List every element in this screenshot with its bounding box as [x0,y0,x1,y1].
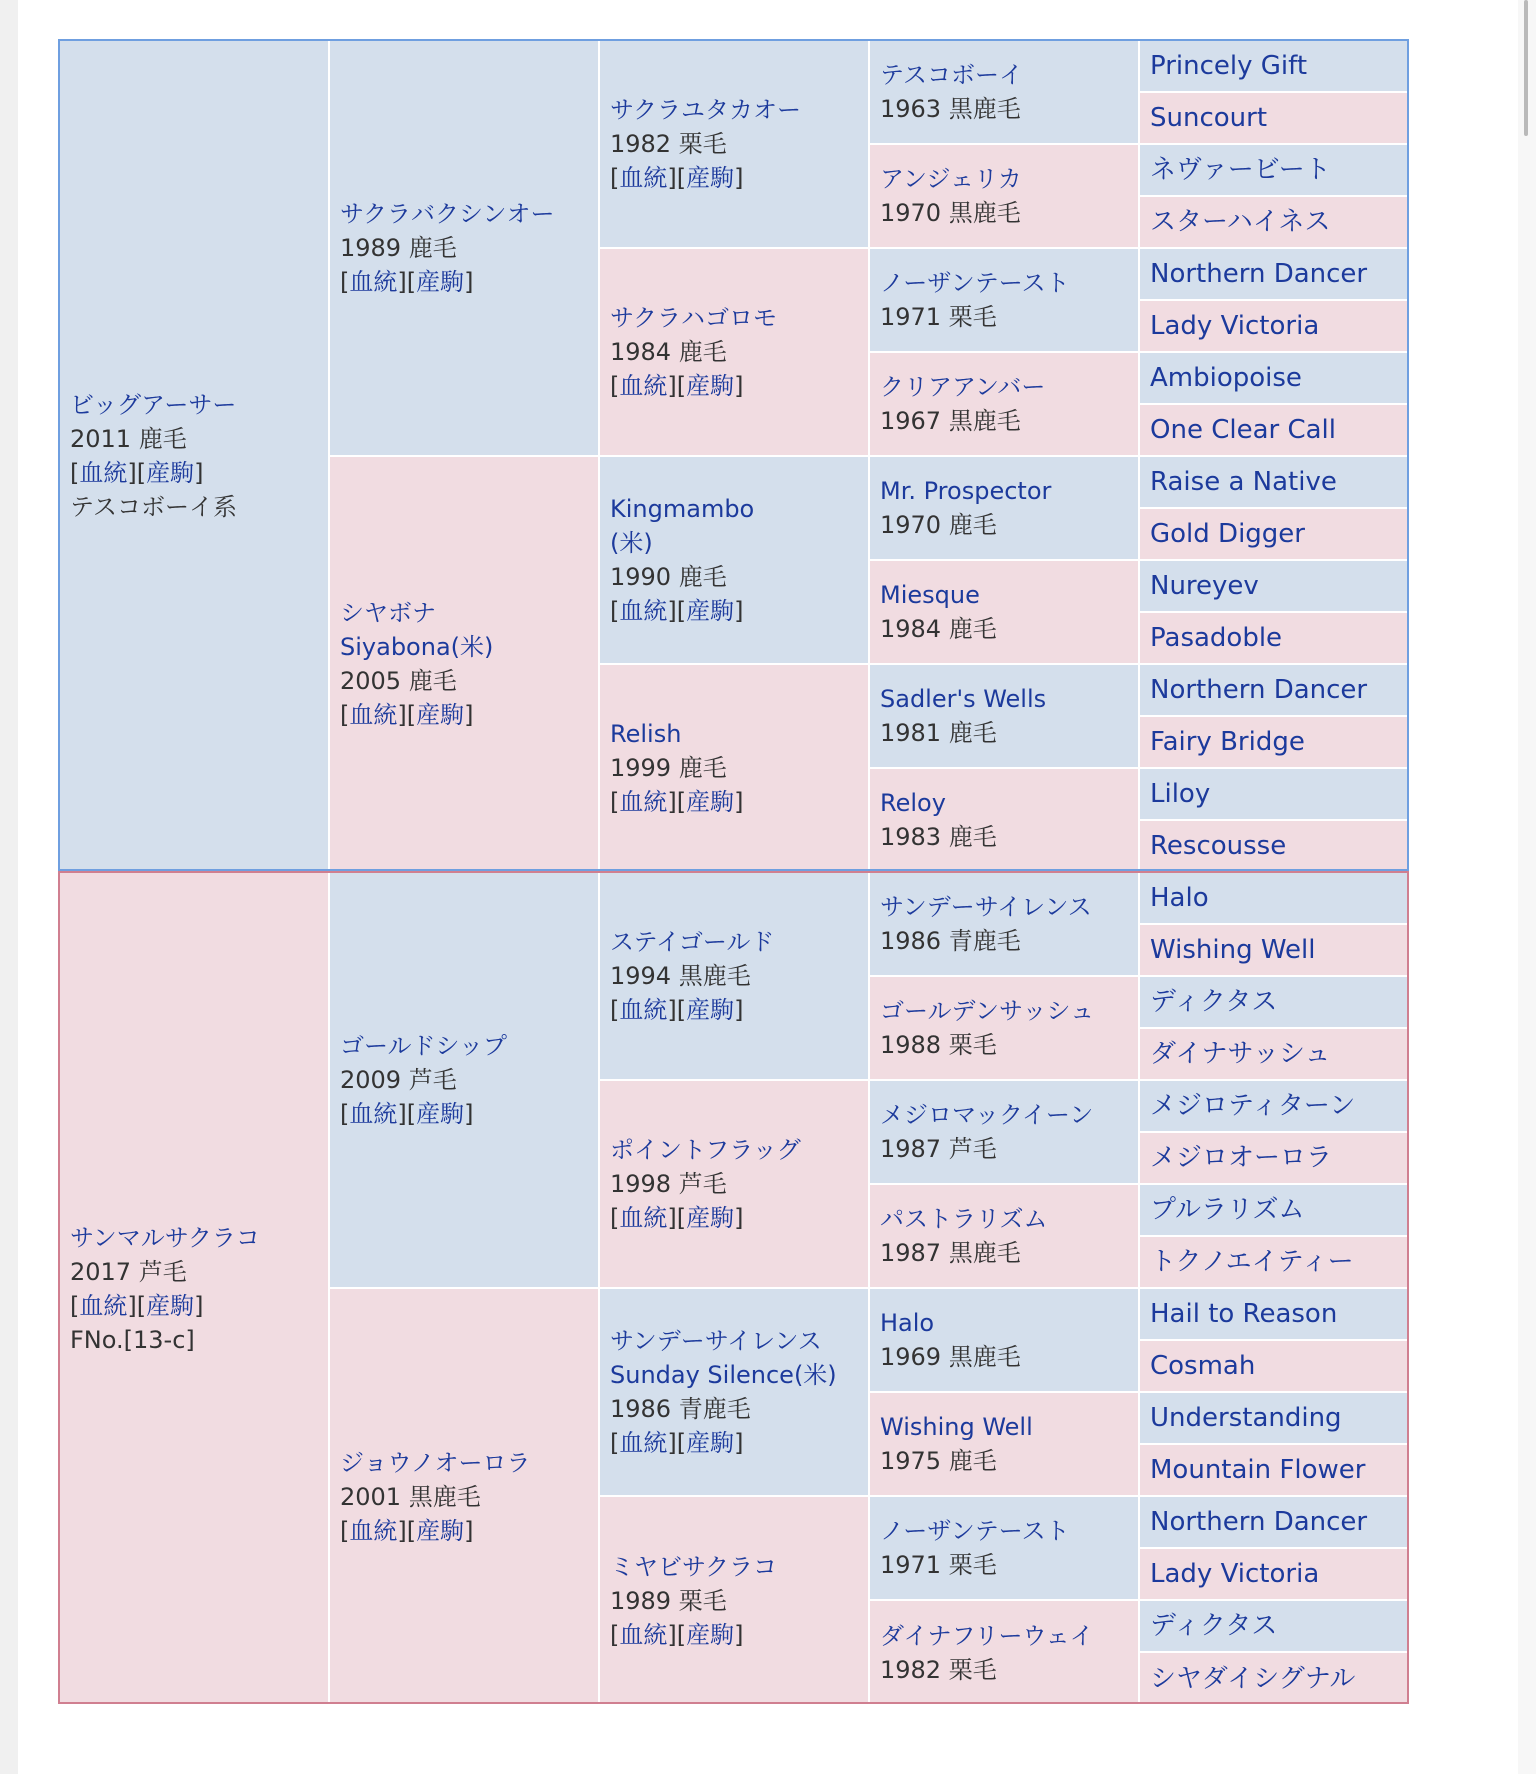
birth-year-coat: 1986 青鹿毛 [880,927,1021,955]
horse-cell-gen5 [1139,92,1410,144]
horse-links: [血統][産駒] [610,788,744,816]
birth-year-coat: 2001 黒鹿毛 [340,1482,481,1511]
offspring-link[interactable]: 産駒 [416,268,465,296]
horse-name-link[interactable]: Halo [1150,883,1209,913]
horse-cell-gen5 [1139,1288,1410,1340]
birth-year-coat: 1981 鹿毛 [880,719,997,747]
birth-year-coat: 1983 鹿毛 [880,823,997,851]
horse-cell-gen5 [1139,352,1410,404]
horse-cell-gen1 [59,872,329,1705]
horse-name-link[interactable]: サクラユタカオー [610,96,802,124]
horse-name-link[interactable]: Kingmambo [610,495,755,523]
birth-year-coat: 1986 青鹿毛 [610,1395,751,1423]
horse-cell-gen3 [599,248,869,456]
horse-cell-gen4 [869,560,1139,664]
horse-name-link[interactable]: ディクタス [1150,1611,1278,1641]
horse-name-link[interactable]: Northern Dancer [1150,675,1368,705]
horse-cell-gen5 [1139,924,1410,976]
horse-cell-gen5 [1139,716,1410,768]
horse-name-link[interactable]: ステイゴールド [610,928,775,956]
horse-cell-gen4 [869,1392,1139,1496]
horse-name-link[interactable]: ノーザンテースト [880,1517,1070,1545]
horse-cell-gen5 [1139,560,1410,612]
horse-name-link[interactable]: Lady Victoria [1150,311,1320,341]
horse-name-link[interactable]: Gold Digger [1150,519,1305,549]
horse-name-link[interactable]: ビッグアーサー [70,391,237,419]
birth-year-coat: 1987 黒鹿毛 [880,1239,1021,1267]
horse-name-link[interactable]: メジロティターン [1150,1091,1356,1121]
horse-cell-gen4 [869,1496,1139,1600]
horse-cell-gen5 [1139,40,1410,92]
horse-name-link[interactable]: Mountain Flower [1150,1455,1366,1485]
horse-name-link[interactable]: Halo [880,1309,935,1337]
pedigree-link[interactable]: 血統 [619,996,668,1024]
horse-cell-gen3 [599,456,869,664]
horse-name-link[interactable]: シヤダイシグナル [1150,1663,1356,1694]
horse-cell-gen5 [1139,1548,1410,1600]
horse-name-link[interactable]: テスコボーイ [880,61,1024,89]
horse-links: [血統][産駒] [610,1204,744,1232]
birth-year-coat: 1987 芦毛 [880,1135,997,1163]
horse-cell-gen5 [1139,1600,1410,1652]
horse-name-link[interactable]: ダイナサッシュ [1150,1039,1331,1069]
horse-cell-gen5 [1139,1392,1410,1444]
horse-cell-gen4 [869,1288,1139,1392]
horse-cell-gen5 [1139,404,1410,456]
horse-name-link[interactable]: サンデーサイレンス [610,1327,822,1355]
horse-cell-gen5 [1139,976,1410,1028]
birth-year-coat: 1982 栗毛 [880,1655,997,1684]
offspring-link[interactable]: 産駒 [146,1291,195,1320]
horse-cell-gen4 [869,248,1139,352]
horse-cell-gen4 [869,456,1139,560]
birth-year-coat: 1984 鹿毛 [880,615,997,643]
horse-alt-name-link[interactable]: (米) [610,529,653,557]
pedigree-link[interactable]: 血統 [619,1429,668,1457]
birth-year-coat: 1971 栗毛 [880,303,997,331]
pedigree-link[interactable]: 血統 [619,372,668,400]
birth-year-coat: 1989 栗毛 [610,1586,727,1615]
birth-year-coat: 2011 鹿毛 [70,425,187,453]
pedigree-row [59,40,1410,92]
horse-name-link[interactable]: Wishing Well [1150,935,1316,965]
horse-name-link[interactable]: ネヴァービート [1150,155,1331,185]
birth-year-coat: 1975 鹿毛 [880,1447,997,1475]
offspring-link[interactable]: 産駒 [686,597,735,625]
horse-name-link[interactable]: Princely Gift [1150,51,1308,81]
horse-name-link[interactable]: ゴールデンサッシュ [880,997,1095,1025]
birth-year-coat: 1998 芦毛 [610,1170,727,1198]
birth-year-coat: 1969 黒鹿毛 [880,1343,1021,1371]
birth-year-coat: 2005 鹿毛 [340,667,457,695]
horse-name-link[interactable]: Hail to Reason [1150,1299,1338,1329]
pedigree-table [58,39,1411,1706]
offspring-link[interactable]: 産駒 [416,701,465,729]
horse-cell-gen5 [1139,664,1410,716]
horse-cell-gen3 [599,872,869,1080]
horse-links: [血統][産駒] [610,996,744,1024]
offspring-link[interactable]: 産駒 [686,1620,735,1649]
horse-cell-gen3 [599,1080,869,1288]
horse-cell-gen5 [1139,196,1410,248]
horse-name-link[interactable]: ミヤビサクラコ [610,1552,778,1581]
horse-name-link[interactable]: サクラバクシンオー [340,200,555,228]
pedigree-link[interactable]: 血統 [349,701,398,729]
offspring-link[interactable]: 産駒 [686,1204,735,1232]
birth-year-coat: 1971 栗毛 [880,1551,997,1579]
horse-links: [血統][産駒] [340,1100,474,1128]
horse-name-link[interactable]: Relish [610,720,682,748]
horse-cell-gen5 [1139,612,1410,664]
horse-cell-gen4 [869,144,1139,248]
horse-name-link[interactable]: Miesque [880,581,980,609]
horse-links: [血統][産駒] [610,1429,744,1457]
horse-name-link[interactable]: ディクタス [1150,987,1278,1017]
horse-name-link[interactable]: アンジェリカ [880,165,1022,193]
horse-name-link[interactable]: サンマルサクラコ [70,1223,260,1252]
horse-cell-gen3 [599,40,869,248]
offspring-link[interactable]: 産駒 [416,1516,465,1545]
horse-cell-gen5 [1139,1132,1410,1184]
horse-cell-gen5 [1139,248,1410,300]
horse-links: [血統][産駒] [610,164,744,192]
family-number: FNo.[13-c] [70,1325,195,1354]
horse-cell-gen5 [1139,1444,1410,1496]
horse-name-link[interactable]: ダイナフリーウェイ [880,1621,1094,1650]
horse-name-link[interactable]: トクノエイティー [1150,1247,1354,1277]
horse-cell-gen4 [869,1184,1139,1288]
birth-year-coat: 1967 黒鹿毛 [880,407,1021,435]
horse-cell-gen5 [1139,1236,1410,1288]
horse-cell-gen5 [1139,872,1410,924]
horse-name-link[interactable]: Rescousse [1150,831,1287,861]
horse-name-link[interactable]: Ambiopoise [1150,363,1302,393]
horse-links: [血統][産駒] [340,1516,474,1545]
pedigree-link[interactable]: 血統 [79,1291,128,1320]
horse-name-link[interactable]: ポイントフラッグ [610,1136,801,1164]
offspring-link[interactable]: 産駒 [686,788,735,816]
pedigree-row [59,872,1410,924]
horse-cell-gen2 [329,872,599,1288]
horse-name-link[interactable]: メジロマックイーン [880,1101,1094,1129]
pedigree-link[interactable]: 血統 [619,597,668,625]
pedigree-link[interactable]: 血統 [349,1100,398,1128]
birth-year-coat: 1970 黒鹿毛 [880,199,1021,227]
horse-name-link[interactable]: ジョウノオーロラ [340,1448,531,1477]
birth-year-coat: 1984 鹿毛 [610,338,727,366]
horse-links: [血統][産駒] [70,1291,204,1320]
horse-cell-gen4 [869,1600,1139,1705]
horse-name-link[interactable]: One Clear Call [1150,415,1336,445]
pedigree-link[interactable]: 血統 [619,1204,668,1232]
horse-cell-gen5 [1139,1652,1410,1705]
birth-year-coat: 1989 鹿毛 [340,234,457,262]
birth-year-coat: 1988 栗毛 [880,1031,997,1059]
horse-cell-gen5 [1139,1184,1410,1236]
horse-name-link[interactable]: サクラハゴロモ [610,304,778,332]
pedigree-link[interactable]: 血統 [79,459,128,487]
scrollbar[interactable] [1518,0,1536,1774]
horse-cell-gen5 [1139,1496,1410,1548]
birth-year-coat: 2009 芦毛 [340,1066,457,1094]
horse-cell-gen2 [329,1288,599,1705]
scrollbar-thumb[interactable] [1524,0,1528,136]
horse-name-link[interactable]: Pasadoble [1150,623,1283,653]
horse-name-link[interactable]: Northern Dancer [1150,259,1368,289]
horse-name-link[interactable]: メジロオーロラ [1150,1143,1333,1173]
horse-cell-gen5 [1139,144,1410,196]
horse-name-link[interactable]: シヤボナ [340,599,436,627]
offspring-link[interactable]: 産駒 [686,164,735,192]
horse-name-link[interactable]: Wishing Well [880,1413,1033,1441]
horse-alt-name-link[interactable]: Siyabona(米) [340,633,494,661]
horse-cell-gen4 [869,768,1139,872]
pedigree-link[interactable]: 血統 [619,788,668,816]
horse-name-link[interactable]: Northern Dancer [1150,1507,1368,1537]
birth-year-coat: 2017 芦毛 [70,1257,187,1286]
horse-cell-gen4 [869,976,1139,1080]
pedigree-link[interactable]: 血統 [349,1516,398,1545]
horse-cell-gen4 [869,1080,1139,1184]
birth-year-coat: 1990 鹿毛 [610,563,727,591]
horse-alt-name-link[interactable]: Sunday Silence(米) [610,1361,837,1389]
offspring-link[interactable]: 産駒 [416,1100,465,1128]
birth-year-coat: 1999 鹿毛 [610,754,727,782]
horse-name-link[interactable]: Understanding [1150,1403,1342,1433]
horse-cell-gen5 [1139,456,1410,508]
horse-cell-gen1 [59,40,329,872]
horse-cell-gen5 [1139,820,1410,872]
horse-links: [血統][産駒] [340,701,474,729]
horse-cell-gen4 [869,872,1139,976]
horse-cell-gen5 [1139,300,1410,352]
horse-links: [血統][産駒] [70,459,204,487]
horse-name-link[interactable]: Sadler's Wells [880,685,1047,713]
horse-name-link[interactable]: Liloy [1150,779,1211,809]
horse-name-link[interactable]: ノーザンテースト [880,269,1070,297]
offspring-link[interactable]: 産駒 [146,459,195,487]
horse-name-link[interactable]: Suncourt [1150,103,1268,133]
horse-links: [血統][産駒] [340,268,474,296]
offspring-link[interactable]: 産駒 [686,372,735,400]
horse-cell-gen4 [869,352,1139,456]
horse-name-link[interactable]: サンデーサイレンス [880,893,1092,921]
horse-cell-gen2 [329,40,599,456]
horse-cell-gen5 [1139,768,1410,820]
horse-links: [血統][産駒] [610,372,744,400]
horse-cell-gen5 [1139,1028,1410,1080]
horse-name-link[interactable]: パストラリズム [880,1205,1048,1233]
horse-cell-gen4 [869,664,1139,768]
horse-cell-gen5 [1139,508,1410,560]
horse-name-link[interactable]: プルラリズム [1150,1195,1305,1225]
horse-cell-gen2 [329,456,599,872]
pedigree-link[interactable]: 血統 [349,268,398,296]
birth-year-coat: 1994 黒鹿毛 [610,962,751,990]
horse-cell-gen5 [1139,1080,1410,1132]
horse-cell-gen4 [869,40,1139,144]
horse-name-link[interactable]: Cosmah [1150,1351,1256,1381]
pedigree-link[interactable]: 血統 [619,164,668,192]
offspring-link[interactable]: 産駒 [686,1429,735,1457]
horse-name-link[interactable]: Nureyev [1150,571,1259,601]
horse-cell-gen3 [599,1496,869,1705]
pedigree-link[interactable]: 血統 [619,1620,668,1649]
horse-name-link[interactable]: Raise a Native [1150,467,1337,497]
horse-name-link[interactable]: Lady Victoria [1150,1559,1320,1589]
birth-year-coat: 1970 鹿毛 [880,511,997,539]
sire-lineage: テスコボーイ系 [70,493,238,521]
horse-name-link[interactable]: クリアアンバー [880,373,1046,401]
horse-name-link[interactable]: ゴールドシップ [340,1032,508,1060]
horse-name-link[interactable]: Fairy Bridge [1150,727,1305,757]
horse-links: [血統][産駒] [610,1620,744,1649]
birth-year-coat: 1963 黒鹿毛 [880,95,1021,123]
birth-year-coat: 1982 栗毛 [610,130,727,158]
horse-name-link[interactable]: Mr. Prospector [880,477,1052,505]
horse-links: [血統][産駒] [610,597,744,625]
horse-name-link[interactable]: Reloy [880,789,946,817]
horse-cell-gen3 [599,1288,869,1496]
horse-cell-gen3 [599,664,869,872]
horse-name-link[interactable]: スターハイネス [1150,207,1331,237]
offspring-link[interactable]: 産駒 [686,996,735,1024]
horse-cell-gen5 [1139,1340,1410,1392]
